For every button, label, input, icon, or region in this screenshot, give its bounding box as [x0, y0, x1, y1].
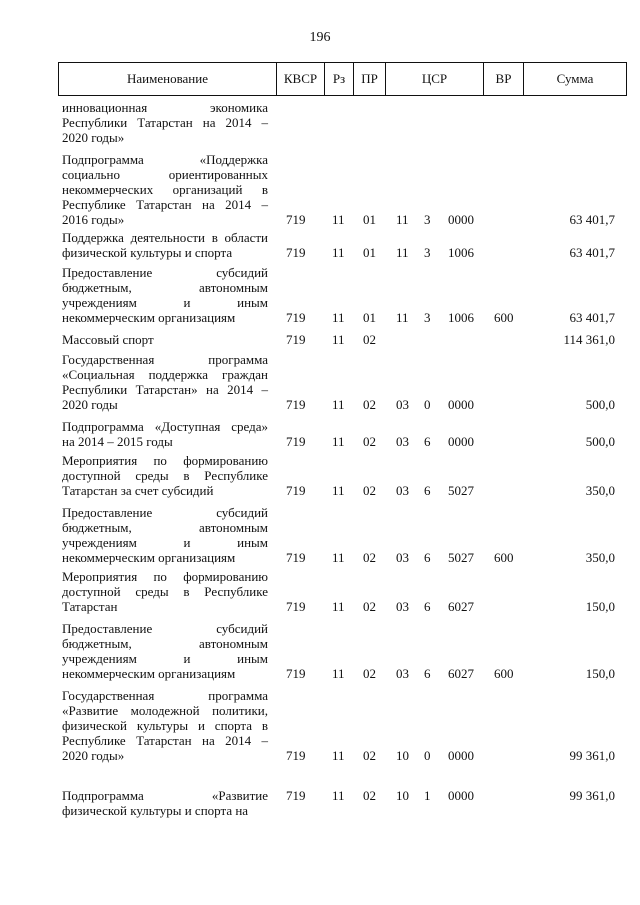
cell-csr2: 6 — [424, 599, 431, 614]
row-name-line: Государственная программа — [62, 352, 268, 367]
cell-rz: 11 — [332, 666, 345, 681]
cell-pr: 02 — [363, 666, 376, 681]
cell-csr3: 6027 — [448, 599, 474, 614]
cell-csr2: 3 — [424, 245, 431, 260]
cell-kvsr: 719 — [286, 483, 306, 498]
cell-csr1: 10 — [396, 788, 409, 803]
row-name-line: Предоставление субсидий — [62, 621, 268, 636]
cell-sum: 150,0 — [585, 666, 615, 681]
cell-kvsr: 719 — [286, 599, 306, 614]
cell-csr3: 0000 — [448, 212, 474, 227]
row-name — [62, 419, 268, 449]
cell-rz: 11 — [332, 599, 345, 614]
row-name-line: на 2014 – 2015 годы — [62, 434, 173, 449]
cell-pr: 02 — [363, 434, 376, 449]
row-name-line: Массовый спорт — [62, 332, 154, 347]
row-name-line: учреждениям и иным — [62, 295, 268, 310]
cell-kvsr: 719 — [286, 245, 306, 260]
cell-pr: 02 — [363, 397, 376, 412]
row-name-line: Государственная программа — [62, 688, 268, 703]
row-name-line: некоммерческим организациям — [62, 310, 236, 325]
cell-csr1: 03 — [396, 550, 409, 565]
cell-kvsr: 719 — [286, 397, 306, 412]
row-name-line: Подпрограмма «Поддержка — [62, 152, 268, 167]
cell-sum: 114 361,0 — [563, 332, 615, 347]
cell-csr3: 0000 — [448, 748, 474, 763]
cell-sum: 99 361,0 — [569, 788, 615, 803]
row-name — [62, 230, 268, 260]
header-kvsr: КВСР — [277, 63, 325, 95]
row-name — [62, 788, 268, 818]
row-name — [62, 152, 268, 227]
row-name-line: Республики Татарстан на 2014 – — [62, 115, 268, 130]
cell-sum: 150,0 — [585, 599, 615, 614]
header-csr: ЦСР — [386, 63, 484, 95]
cell-csr2: 3 — [424, 212, 431, 227]
row-name — [62, 505, 268, 565]
row-name-line: «Социальная поддержка граждан — [62, 367, 268, 382]
cell-sum: 63 401,7 — [569, 212, 615, 227]
cell-csr1: 03 — [396, 483, 409, 498]
cell-pr: 02 — [363, 788, 376, 803]
cell-rz: 11 — [332, 748, 345, 763]
cell-pr: 02 — [363, 332, 376, 347]
row-name-line: Подпрограмма «Развитие — [62, 788, 268, 803]
cell-csr3: 1006 — [448, 310, 474, 325]
row-name-line: Мероприятия по формированию — [62, 569, 268, 584]
cell-rz: 11 — [332, 332, 345, 347]
row-name-line: инновационная экономика — [62, 100, 268, 115]
header-vr: ВР — [484, 63, 524, 95]
row-name-line: Республике Татарстан на 2014 – — [62, 197, 268, 212]
row-name-line: Республики Татарстан» на 2014 – — [62, 382, 268, 397]
cell-csr2: 1 — [424, 788, 431, 803]
cell-pr: 01 — [363, 212, 376, 227]
row-name-line: Мероприятия по формированию — [62, 453, 268, 468]
row-name-line: некоммерческим организациям — [62, 550, 236, 565]
cell-pr: 02 — [363, 483, 376, 498]
cell-csr2: 6 — [424, 434, 431, 449]
cell-sum: 500,0 — [585, 434, 615, 449]
row-name-line: доступной среды в Республике — [62, 468, 268, 483]
row-name — [62, 688, 268, 763]
cell-kvsr: 719 — [286, 550, 306, 565]
header-rz: Рз — [325, 63, 354, 95]
cell-kvsr: 719 — [286, 666, 306, 681]
row-name-line: Татарстан — [62, 599, 118, 614]
cell-vr: 600 — [494, 550, 514, 565]
row-name-line: Республике Татарстан на 2014 – — [62, 733, 268, 748]
row-name-line: 2020 годы» — [62, 130, 125, 145]
cell-rz: 11 — [332, 434, 345, 449]
row-name-line: доступной среды в Республике — [62, 584, 268, 599]
cell-csr1: 03 — [396, 434, 409, 449]
cell-vr: 600 — [494, 666, 514, 681]
row-name-line: некоммерческих организаций в — [62, 182, 268, 197]
cell-csr1: 03 — [396, 599, 409, 614]
row-name — [62, 265, 268, 325]
cell-csr3: 5027 — [448, 550, 474, 565]
cell-csr1: 11 — [396, 212, 409, 227]
cell-rz: 11 — [332, 550, 345, 565]
cell-rz: 11 — [332, 212, 345, 227]
cell-csr3: 0000 — [448, 434, 474, 449]
cell-csr2: 0 — [424, 748, 431, 763]
row-name-line: 2020 годы» — [62, 748, 125, 763]
cell-pr: 02 — [363, 599, 376, 614]
row-name-line: некоммерческим организациям — [62, 666, 236, 681]
cell-kvsr: 719 — [286, 434, 306, 449]
row-name — [62, 332, 268, 347]
cell-pr: 01 — [363, 245, 376, 260]
cell-pr: 02 — [363, 748, 376, 763]
row-name — [62, 100, 268, 145]
table-header — [58, 62, 627, 96]
row-name-line: Предоставление субсидий — [62, 505, 268, 520]
row-name — [62, 352, 268, 412]
header-name: Наименование — [59, 63, 277, 95]
row-name-line: Предоставление субсидий — [62, 265, 268, 280]
cell-sum: 500,0 — [585, 397, 615, 412]
cell-csr3: 1006 — [448, 245, 474, 260]
cell-rz: 11 — [332, 397, 345, 412]
cell-csr3: 6027 — [448, 666, 474, 681]
cell-kvsr: 719 — [286, 310, 306, 325]
row-name-line: Подпрограмма «Доступная среда» — [62, 419, 268, 434]
header-sum: Сумма — [556, 71, 594, 86]
cell-pr: 02 — [363, 550, 376, 565]
cell-csr2: 6 — [424, 483, 431, 498]
cell-csr3: 0000 — [448, 397, 474, 412]
cell-csr2: 6 — [424, 666, 431, 681]
cell-csr2: 0 — [424, 397, 431, 412]
row-name-line: Татарстан за счет субсидий — [62, 483, 214, 498]
cell-kvsr: 719 — [286, 332, 306, 347]
header-pr: ПР — [354, 63, 386, 95]
cell-csr1: 11 — [396, 310, 409, 325]
cell-sum: 63 401,7 — [569, 245, 615, 260]
row-name — [62, 569, 268, 614]
cell-rz: 11 — [332, 310, 345, 325]
row-name-line: 2020 годы — [62, 397, 118, 412]
cell-csr1: 03 — [396, 666, 409, 681]
cell-rz: 11 — [332, 788, 345, 803]
row-name-line: физической культуры и спорта на — [62, 803, 249, 818]
row-name-line: «Развитие молодежной политики, — [62, 703, 268, 718]
cell-csr3: 0000 — [448, 788, 474, 803]
row-name-line: социально ориентированных — [62, 167, 268, 182]
cell-rz: 11 — [332, 483, 345, 498]
row-name-line: 2016 годы» — [62, 212, 125, 227]
row-name-line: бюджетным, автономным — [62, 636, 268, 651]
row-name-line: бюджетным, автономным — [62, 280, 268, 295]
cell-rz: 11 — [332, 245, 345, 260]
row-name-line: физической культуры и спорта в — [62, 718, 268, 733]
cell-pr: 01 — [363, 310, 376, 325]
cell-csr3: 5027 — [448, 483, 474, 498]
cell-csr1: 03 — [396, 397, 409, 412]
cell-csr1: 11 — [396, 245, 409, 260]
row-name — [62, 621, 268, 681]
row-name-line: учреждениям и иным — [62, 535, 268, 550]
cell-sum: 99 361,0 — [569, 748, 615, 763]
cell-kvsr: 719 — [286, 788, 306, 803]
cell-vr: 600 — [494, 310, 514, 325]
page-number: 196 — [309, 30, 331, 45]
row-name — [62, 453, 268, 498]
cell-csr2: 6 — [424, 550, 431, 565]
cell-kvsr: 719 — [286, 748, 306, 763]
row-name-line: бюджетным, автономным — [62, 520, 268, 535]
row-name-line: Поддержка деятельности в области — [62, 230, 268, 245]
cell-csr2: 3 — [424, 310, 431, 325]
cell-sum: 63 401,7 — [569, 310, 615, 325]
cell-sum: 350,0 — [585, 483, 615, 498]
cell-csr1: 10 — [396, 748, 409, 763]
cell-kvsr: 719 — [286, 212, 306, 227]
row-name-line: физической культуры и спорта — [62, 245, 233, 260]
cell-sum: 350,0 — [585, 550, 615, 565]
row-name-line: учреждениям и иным — [62, 651, 268, 666]
